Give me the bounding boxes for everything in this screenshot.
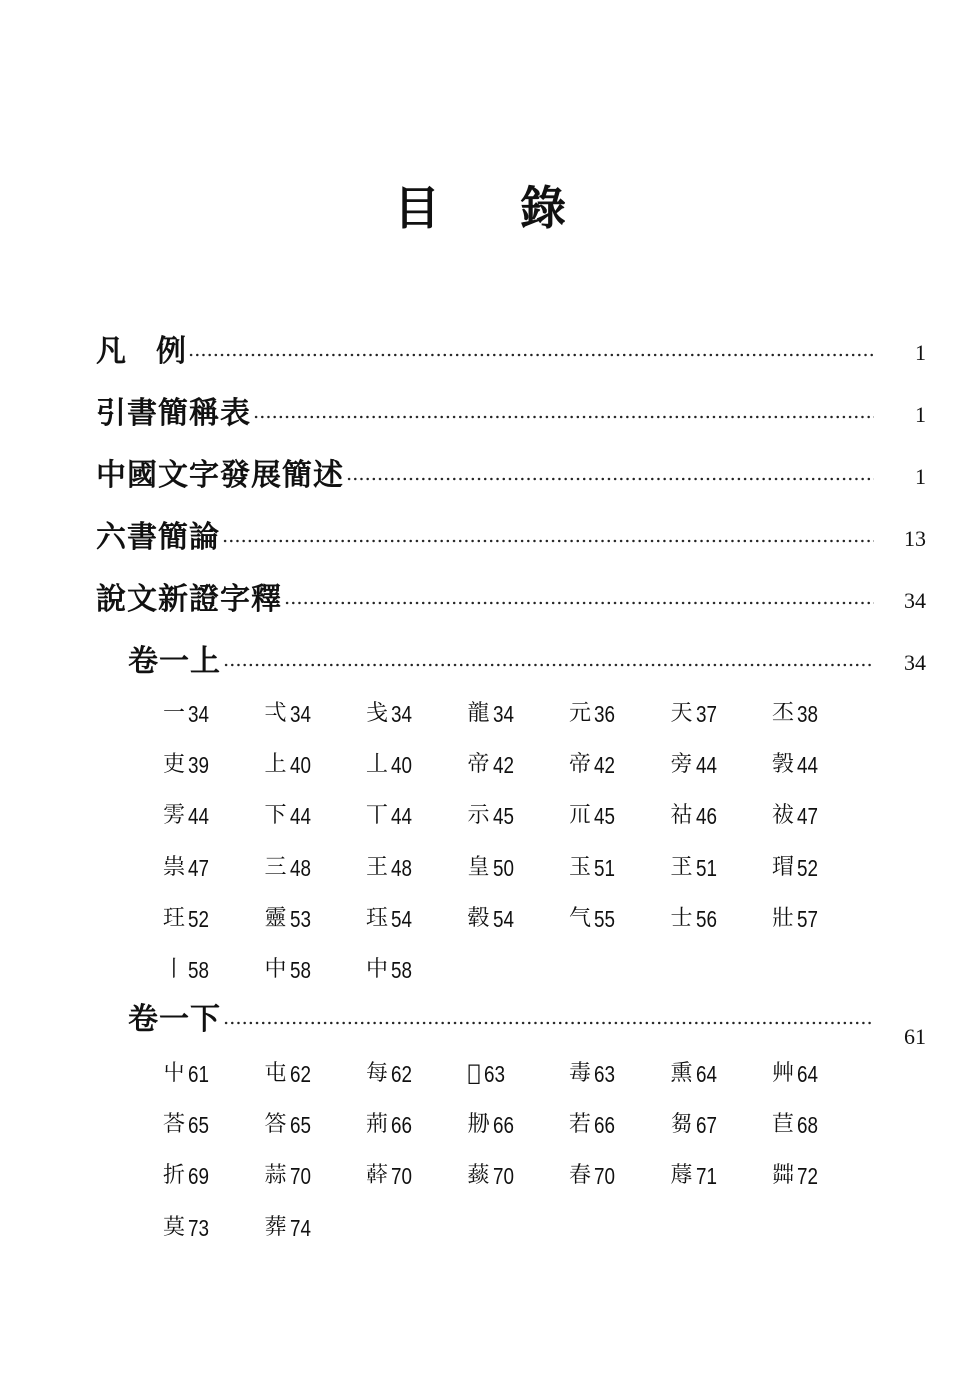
dot-leader [346,474,874,484]
char-entry[interactable]: 弌 34 [264,700,311,727]
char-entry[interactable]: 祓 47 [772,803,819,830]
toc-page-number: 1 [915,464,926,489]
char-entry[interactable]: 瑁 52 [772,854,819,881]
char-index-juan1-xia [163,1048,883,1253]
char-entry[interactable]: 天 37 [670,700,717,727]
char-entry[interactable]: 祜 46 [670,803,717,830]
char-entry[interactable]: 王 48 [366,854,413,881]
section-label: 卷一下 [128,1002,221,1037]
char-index-juan1-shang [163,688,883,996]
char-entry[interactable]: 蓐 71 [670,1163,717,1190]
title-char-2: 錄 [520,181,566,235]
char-entry[interactable]: 每 62 [366,1060,413,1087]
dot-leader [253,412,874,422]
char-entry[interactable]: 蒜 70 [264,1163,311,1190]
toc-entry-shuowen-xinzheng[interactable] [96,576,926,620]
char-entry[interactable]: 玊 51 [670,854,717,881]
dot-leader [222,536,874,546]
char-entry[interactable]: 玉 51 [569,854,616,881]
char-entry[interactable]: 上 40 [264,751,311,778]
char-entry[interactable]: 中 58 [264,957,311,984]
dot-leader [223,660,874,670]
char-entry[interactable]: 丕 38 [772,700,819,727]
toc-page-number: 1 [915,340,926,365]
char-entry[interactable]: 祟 47 [163,854,210,881]
toc-label: 凡例 [96,334,186,369]
section-page-number: 61 [904,1024,926,1049]
toc-section-juan1-xia[interactable] [128,996,926,1049]
char-entry[interactable]: 折 69 [163,1163,210,1190]
section-label: 卷一上 [128,644,221,679]
dot-leader [188,350,874,360]
char-entry[interactable]: 帝 42 [467,751,514,778]
char-entry[interactable]: 葬 74 [264,1214,311,1241]
char-entry[interactable]: 三 48 [264,854,311,881]
char-entry[interactable]: 中 58 [366,957,413,984]
char-entry[interactable]: 屯 62 [264,1060,311,1087]
char-entry[interactable]: 𥘅 45 [569,803,616,830]
char-entry[interactable]: 答 65 [264,1111,311,1138]
char-entry[interactable]: 苣 68 [772,1111,819,1138]
char-entry[interactable]: 毒 63 [569,1060,616,1087]
title-char-1: 目 [394,181,440,235]
char-entry[interactable]: 荊 66 [366,1111,413,1138]
char-entry[interactable]: 㝅 44 [772,751,819,778]
toc-entry-liushu[interactable] [96,514,926,558]
char-entry[interactable]: 艸 64 [772,1060,819,1087]
char-entry[interactable]: 丨 58 [163,957,210,984]
toc-page-number: 34 [904,588,926,613]
char-entry[interactable]: 气 55 [569,905,616,932]
toc-page-number: 1 [915,402,926,427]
char-entry[interactable]: 帝 42 [569,751,616,778]
char-entry[interactable]: 茻 72 [772,1163,819,1190]
char-entry[interactable]: 𦼮 70 [366,1163,413,1190]
toc-entry-citation-abbreviations[interactable] [96,390,926,434]
toc-label: 說文新證字釋 [96,582,282,617]
dot-leader [223,1018,874,1028]
char-entry[interactable]: 𡴀 63 [467,1060,505,1087]
char-entry[interactable]: 旁 44 [670,751,717,778]
page-title [0,178,960,238]
char-entry[interactable]: 珏 54 [366,905,413,932]
char-entry[interactable]: 一 34 [163,700,210,727]
char-entry[interactable]: 春 70 [569,1163,616,1190]
char-entry[interactable]: 龍 34 [467,700,514,727]
dot-leader [284,598,874,608]
toc-entry-fanli[interactable] [96,328,926,372]
toc-label: 六書簡論 [96,520,220,555]
char-entry[interactable]: 下 44 [264,803,311,830]
char-entry[interactable]: 熏 64 [670,1060,717,1087]
toc-page-number: 13 [904,526,926,551]
char-entry[interactable]: 屮 61 [163,1060,210,1087]
char-entry[interactable]: 靈 53 [264,905,311,932]
char-entry[interactable]: 䕭 70 [467,1163,514,1190]
char-entry[interactable]: 示 45 [467,803,514,830]
toc-section-juan1-shang[interactable] [128,638,926,682]
char-entry[interactable]: 刱 66 [467,1111,514,1138]
char-entry[interactable]: 芻 67 [670,1111,717,1138]
toc-entry-script-development[interactable] [96,452,926,496]
char-entry[interactable]: 若 66 [569,1111,616,1138]
char-entry[interactable]: 雱 44 [163,803,210,830]
section-page-number: 34 [904,650,926,675]
char-entry[interactable]: 丅 44 [366,803,413,830]
char-entry[interactable]: 皇 50 [467,854,514,881]
char-entry[interactable]: 士 56 [670,905,717,932]
char-entry[interactable]: 玨 52 [163,905,210,932]
toc-label: 引書簡稱表 [96,396,251,431]
char-entry[interactable]: 壯 57 [772,905,819,932]
char-entry[interactable]: 毂 54 [467,905,514,932]
char-entry[interactable]: 荅 65 [163,1111,210,1138]
char-entry[interactable]: 吏 39 [163,751,210,778]
toc-label: 中國文字發展簡述 [96,458,344,493]
char-entry[interactable]: 莫 73 [163,1214,210,1241]
char-entry[interactable]: 戋 34 [366,700,413,727]
char-entry[interactable]: 丄 40 [366,751,413,778]
char-entry[interactable]: 元 36 [569,700,616,727]
